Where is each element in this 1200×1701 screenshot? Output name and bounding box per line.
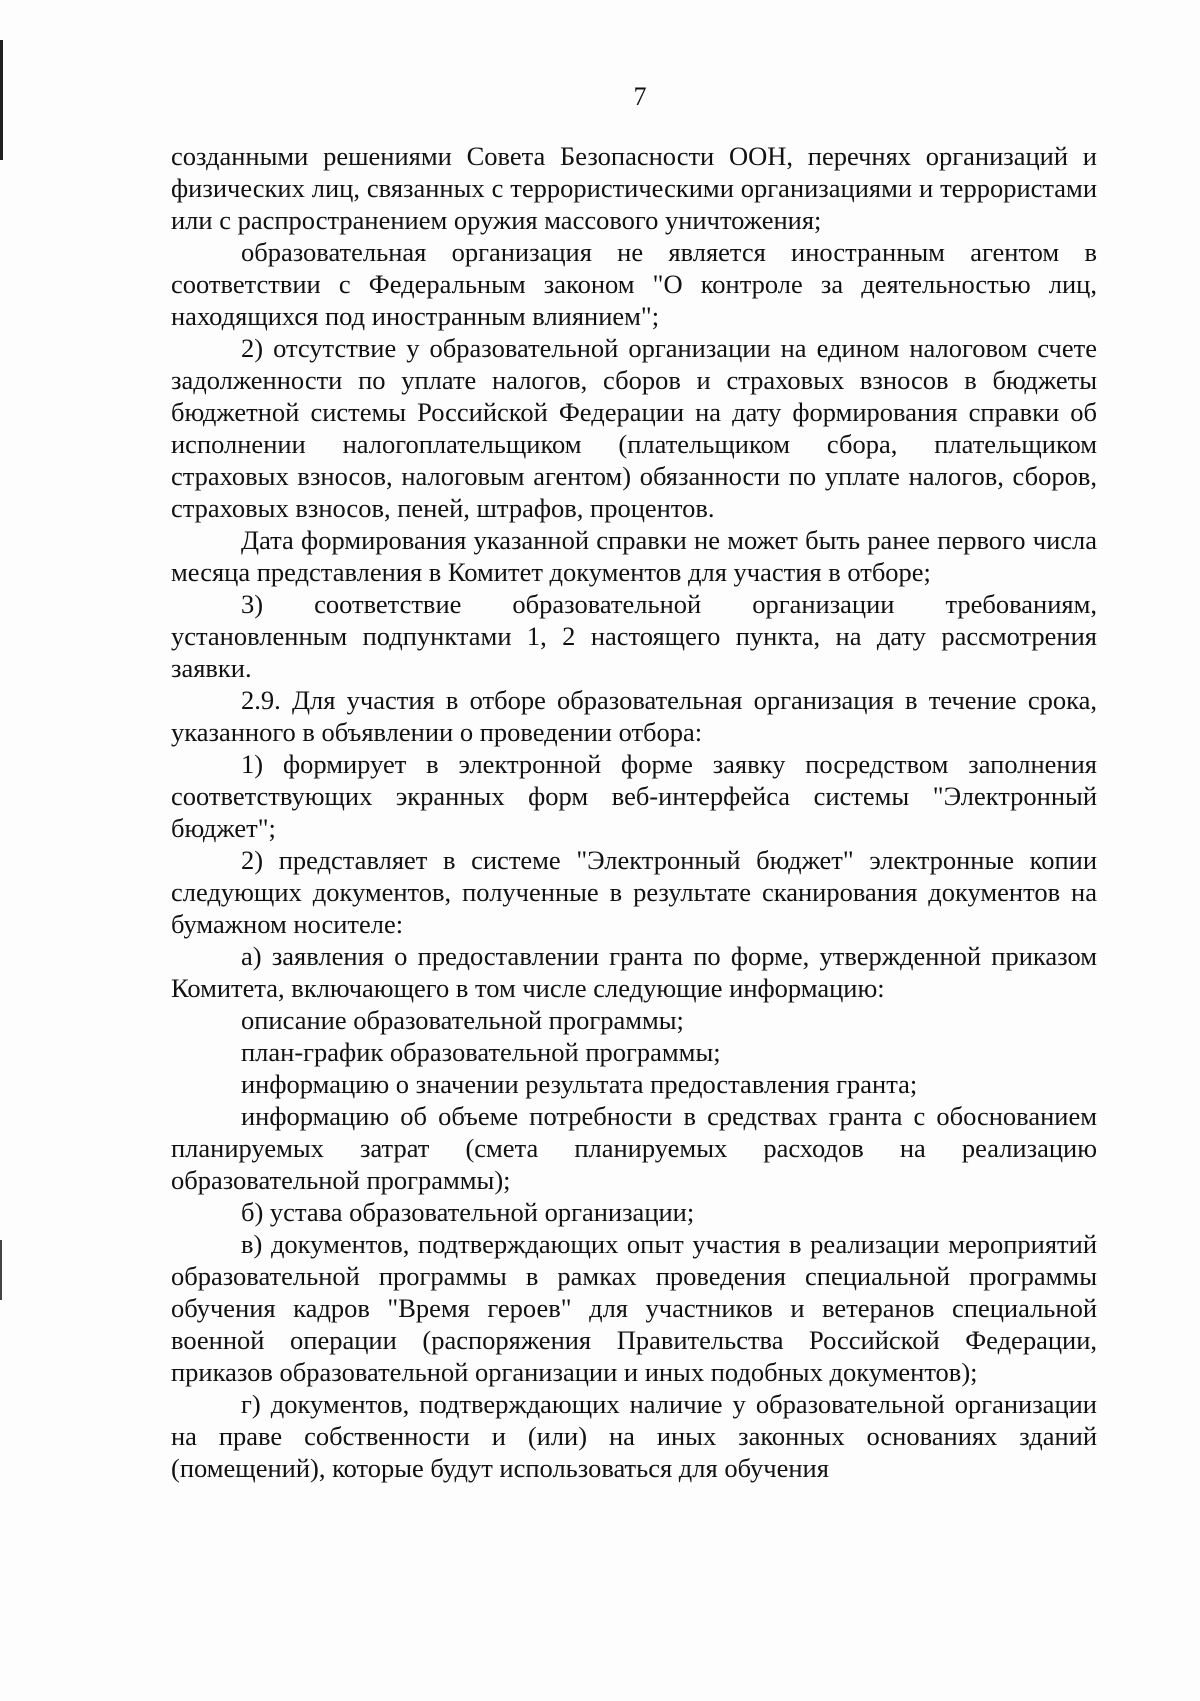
paragraph: 2) отсутствие у образовательной организации на едином налоговом счете задолженности по уплате налогов, сборов и страховых взносов в бюджеты бюджетной системы Российской Федерации на дату формирования справки об исполнении налогоплательщиком (плательщиком сбора, плательщиком страховых взносов, налоговым агентом) обязанности по уплате налогов, сборов, страховых взносов, пеней, штрафов, процентов. [171,333,1097,523]
paragraph: г) документов, подтверждающих наличие у образовательной организации на праве собственности и (или) на иных законных основаниях зданий (помещений), которые будут использоваться для обучения [171,1389,1097,1483]
paragraph: 2.9. Для участия в отборе образовательная организация в течение срока, указанного в объявлении о проведении отбора: [171,685,1097,747]
paragraph: описание образовательной программы; [241,1005,684,1035]
document-body [171,140,1097,1484]
paragraph: созданными решениями Совета Безопасности ООН, перечнях организаций и физических лиц, связанных с террористическими организациями и террористами или с распространением оружия массового уничтожения; [171,141,1097,235]
paragraph: Дата формирования указанной справки не может быть ранее первого числа месяца представления в Комитет документов для участия в отборе; [171,525,1097,587]
paragraph: в) документов, подтверждающих опыт участия в реализации мероприятий образовательной программы в рамках проведения специальной программы обучения кадров "Время героев" для участников и ветеранов специальной военной операции (распоряжения Правительства Российской Федерации, приказов образовательной организации и иных подобных документов); [171,1229,1097,1387]
paragraph: информацию об объеме потребности в средствах гранта с обоснованием планируемых затрат (смета планируемых расходов на реализацию образовательной программы); [171,1101,1097,1195]
paragraph: а) заявления о предоставлении гранта по форме, утвержденной приказом Комитета, включающего в том числе следующие информацию: [171,941,1097,1003]
paragraph: план-график образовательной программы; [241,1037,721,1067]
paragraph: образовательная организация не является иностранным агентом в соответствии с Федеральным законом "О контроле за деятельностью лиц, находящихся под иностранным влиянием"; [171,237,1097,331]
page-number: 7 [633,82,647,111]
paragraph: 2) представляет в системе "Электронный бюджет" электронные копии следующих документов, полученные в результате сканирования документов на бумажном носителе: [171,845,1097,939]
paragraph: б) устава образовательной организации; [241,1197,695,1227]
paragraph: 3) соответствие образовательной организации требованиям, установленным подпунктами 1, 2 настоящего пункта, на дату рассмотрения заявки. [171,589,1097,683]
paragraph: информацию о значении результата предоставления гранта; [241,1069,918,1099]
paragraph: 1) формирует в электронной форме заявку посредством заполнения соответствующих экранных форм веб-интерфейса системы "Электронный бюджет"; [171,749,1097,843]
scan-edge-mark [0,1240,2,1300]
